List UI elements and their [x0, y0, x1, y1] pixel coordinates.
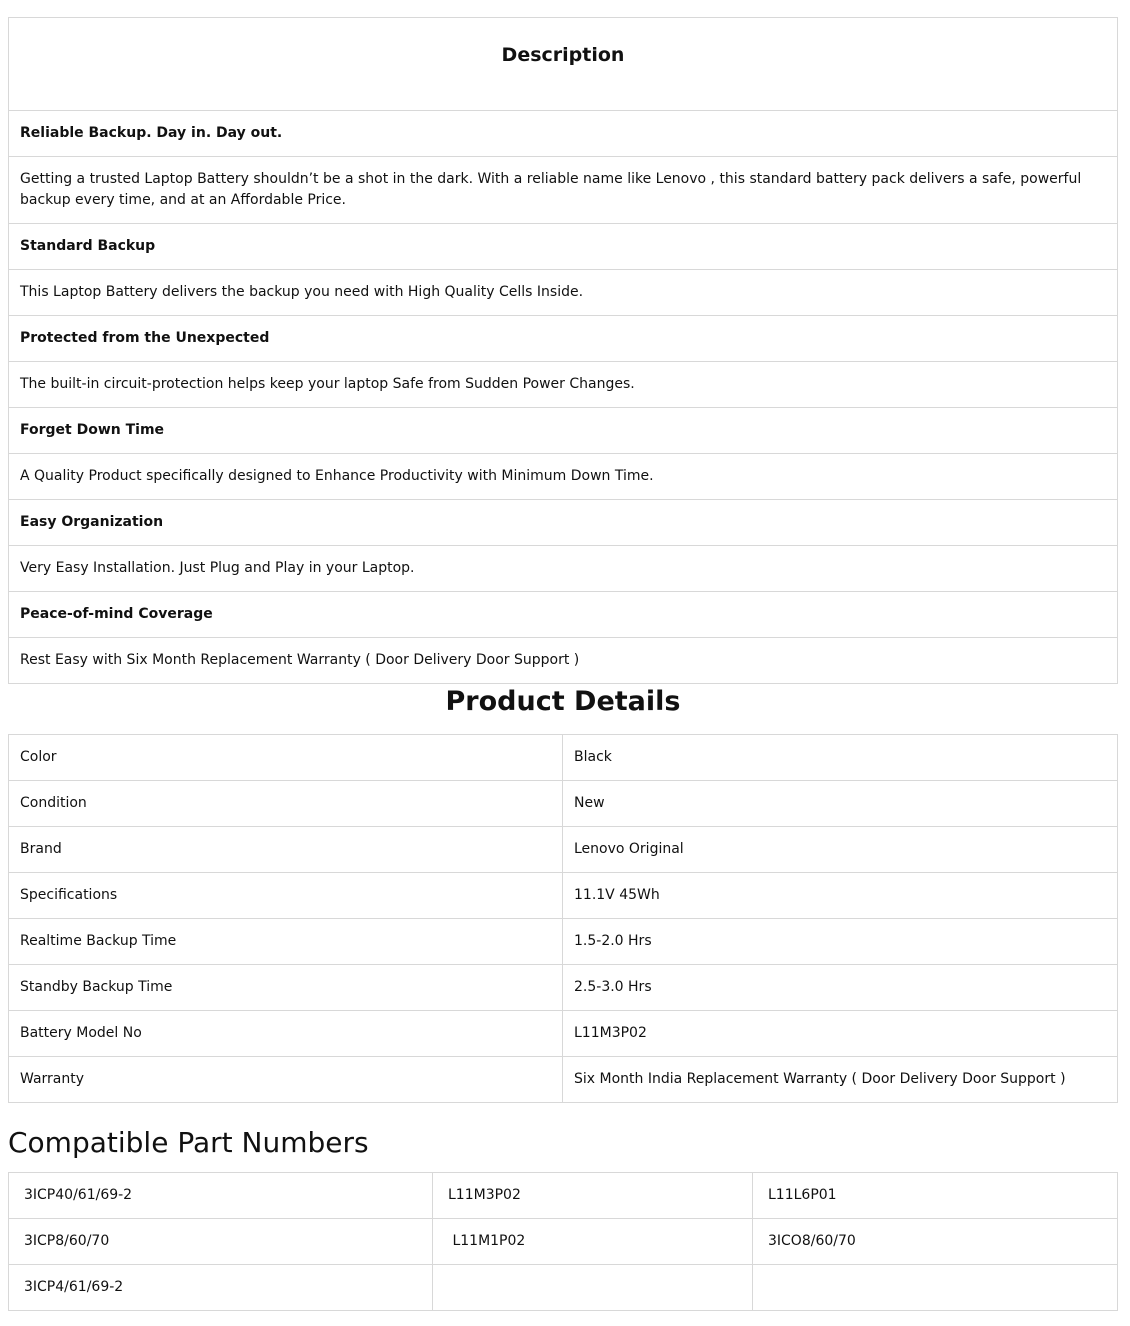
detail-label: Condition — [9, 781, 563, 827]
product-details-table — [8, 734, 1118, 1103]
detail-label: Battery Model No — [9, 1011, 563, 1057]
detail-label: Color — [9, 735, 563, 781]
description-section-text: This Laptop Battery delivers the backup you need with High Quality Cells Inside. — [9, 270, 1118, 316]
table-row — [9, 873, 1118, 919]
compatible-part-numbers-heading: Compatible Part Numbers — [8, 1126, 369, 1159]
part-number-cell: 3ICP8/60/70 — [9, 1219, 433, 1265]
table-row — [9, 919, 1118, 965]
part-number-cell: L11M3P02 — [433, 1173, 753, 1219]
part-number-cell: 3ICP40/61/69-2 — [9, 1173, 433, 1219]
table-row — [9, 735, 1118, 781]
description-table — [8, 17, 1118, 684]
description-section-text: Rest Easy with Six Month Replacement Warranty ( Door Delivery Door Support ) — [9, 638, 1118, 684]
description-section-title: Easy Organization — [9, 500, 1118, 546]
detail-value: Black — [563, 735, 1118, 781]
table-row — [9, 1011, 1118, 1057]
detail-label: Warranty — [9, 1057, 563, 1103]
table-row — [9, 1173, 1118, 1219]
table-row — [9, 1219, 1118, 1265]
detail-value: 1.5-2.0 Hrs — [563, 919, 1118, 965]
description-heading: Description — [9, 18, 1118, 111]
description-section-title: Forget Down Time — [9, 408, 1118, 454]
product-details-heading: Product Details — [445, 686, 681, 717]
description-section-text: The built-in circuit-protection helps keep your laptop Safe from Sudden Power Changes. — [9, 362, 1118, 408]
table-row — [9, 781, 1118, 827]
detail-value: L11M3P02 — [563, 1011, 1118, 1057]
detail-value: Six Month India Replacement Warranty ( Door Delivery Door Support ) — [563, 1057, 1118, 1103]
empty-cell — [753, 1265, 1118, 1311]
table-row — [9, 827, 1118, 873]
detail-label: Brand — [9, 827, 563, 873]
detail-value: New — [563, 781, 1118, 827]
empty-cell — [433, 1265, 753, 1311]
description-section-title: Protected from the Unexpected — [9, 316, 1118, 362]
part-number-cell: 3ICP4/61/69-2 — [9, 1265, 433, 1311]
part-number-cell: L11M1P02 — [433, 1219, 753, 1265]
description-section-title: Reliable Backup. Day in. Day out. — [9, 111, 1118, 157]
description-section-title: Peace-of-mind Coverage — [9, 592, 1118, 638]
description-section-title: Standard Backup — [9, 224, 1118, 270]
description-section-text: A Quality Product specifically designed to Enhance Productivity with Minimum Down Time. — [9, 454, 1118, 500]
detail-label: Realtime Backup Time — [9, 919, 563, 965]
detail-value: 11.1V 45Wh — [563, 873, 1118, 919]
part-number-cell: 3ICO8/60/70 — [753, 1219, 1118, 1265]
detail-value: 2.5-3.0 Hrs — [563, 965, 1118, 1011]
description-section-text: Getting a trusted Laptop Battery shouldn’t be a shot in the dark. With a reliable name like Lenovo , this standard battery pack delivers a safe, powerful backup every time, and at an Affordable Price. — [9, 157, 1118, 224]
detail-label: Specifications — [9, 873, 563, 919]
table-row — [9, 1057, 1118, 1103]
description-section-text: Very Easy Installation. Just Plug and Play in your Laptop. — [9, 546, 1118, 592]
detail-label: Standby Backup Time — [9, 965, 563, 1011]
table-row — [9, 965, 1118, 1011]
part-number-cell: L11L6P01 — [753, 1173, 1118, 1219]
detail-value: Lenovo Original — [563, 827, 1118, 873]
compatible-part-numbers-table — [8, 1172, 1118, 1311]
table-row — [9, 1265, 1118, 1311]
